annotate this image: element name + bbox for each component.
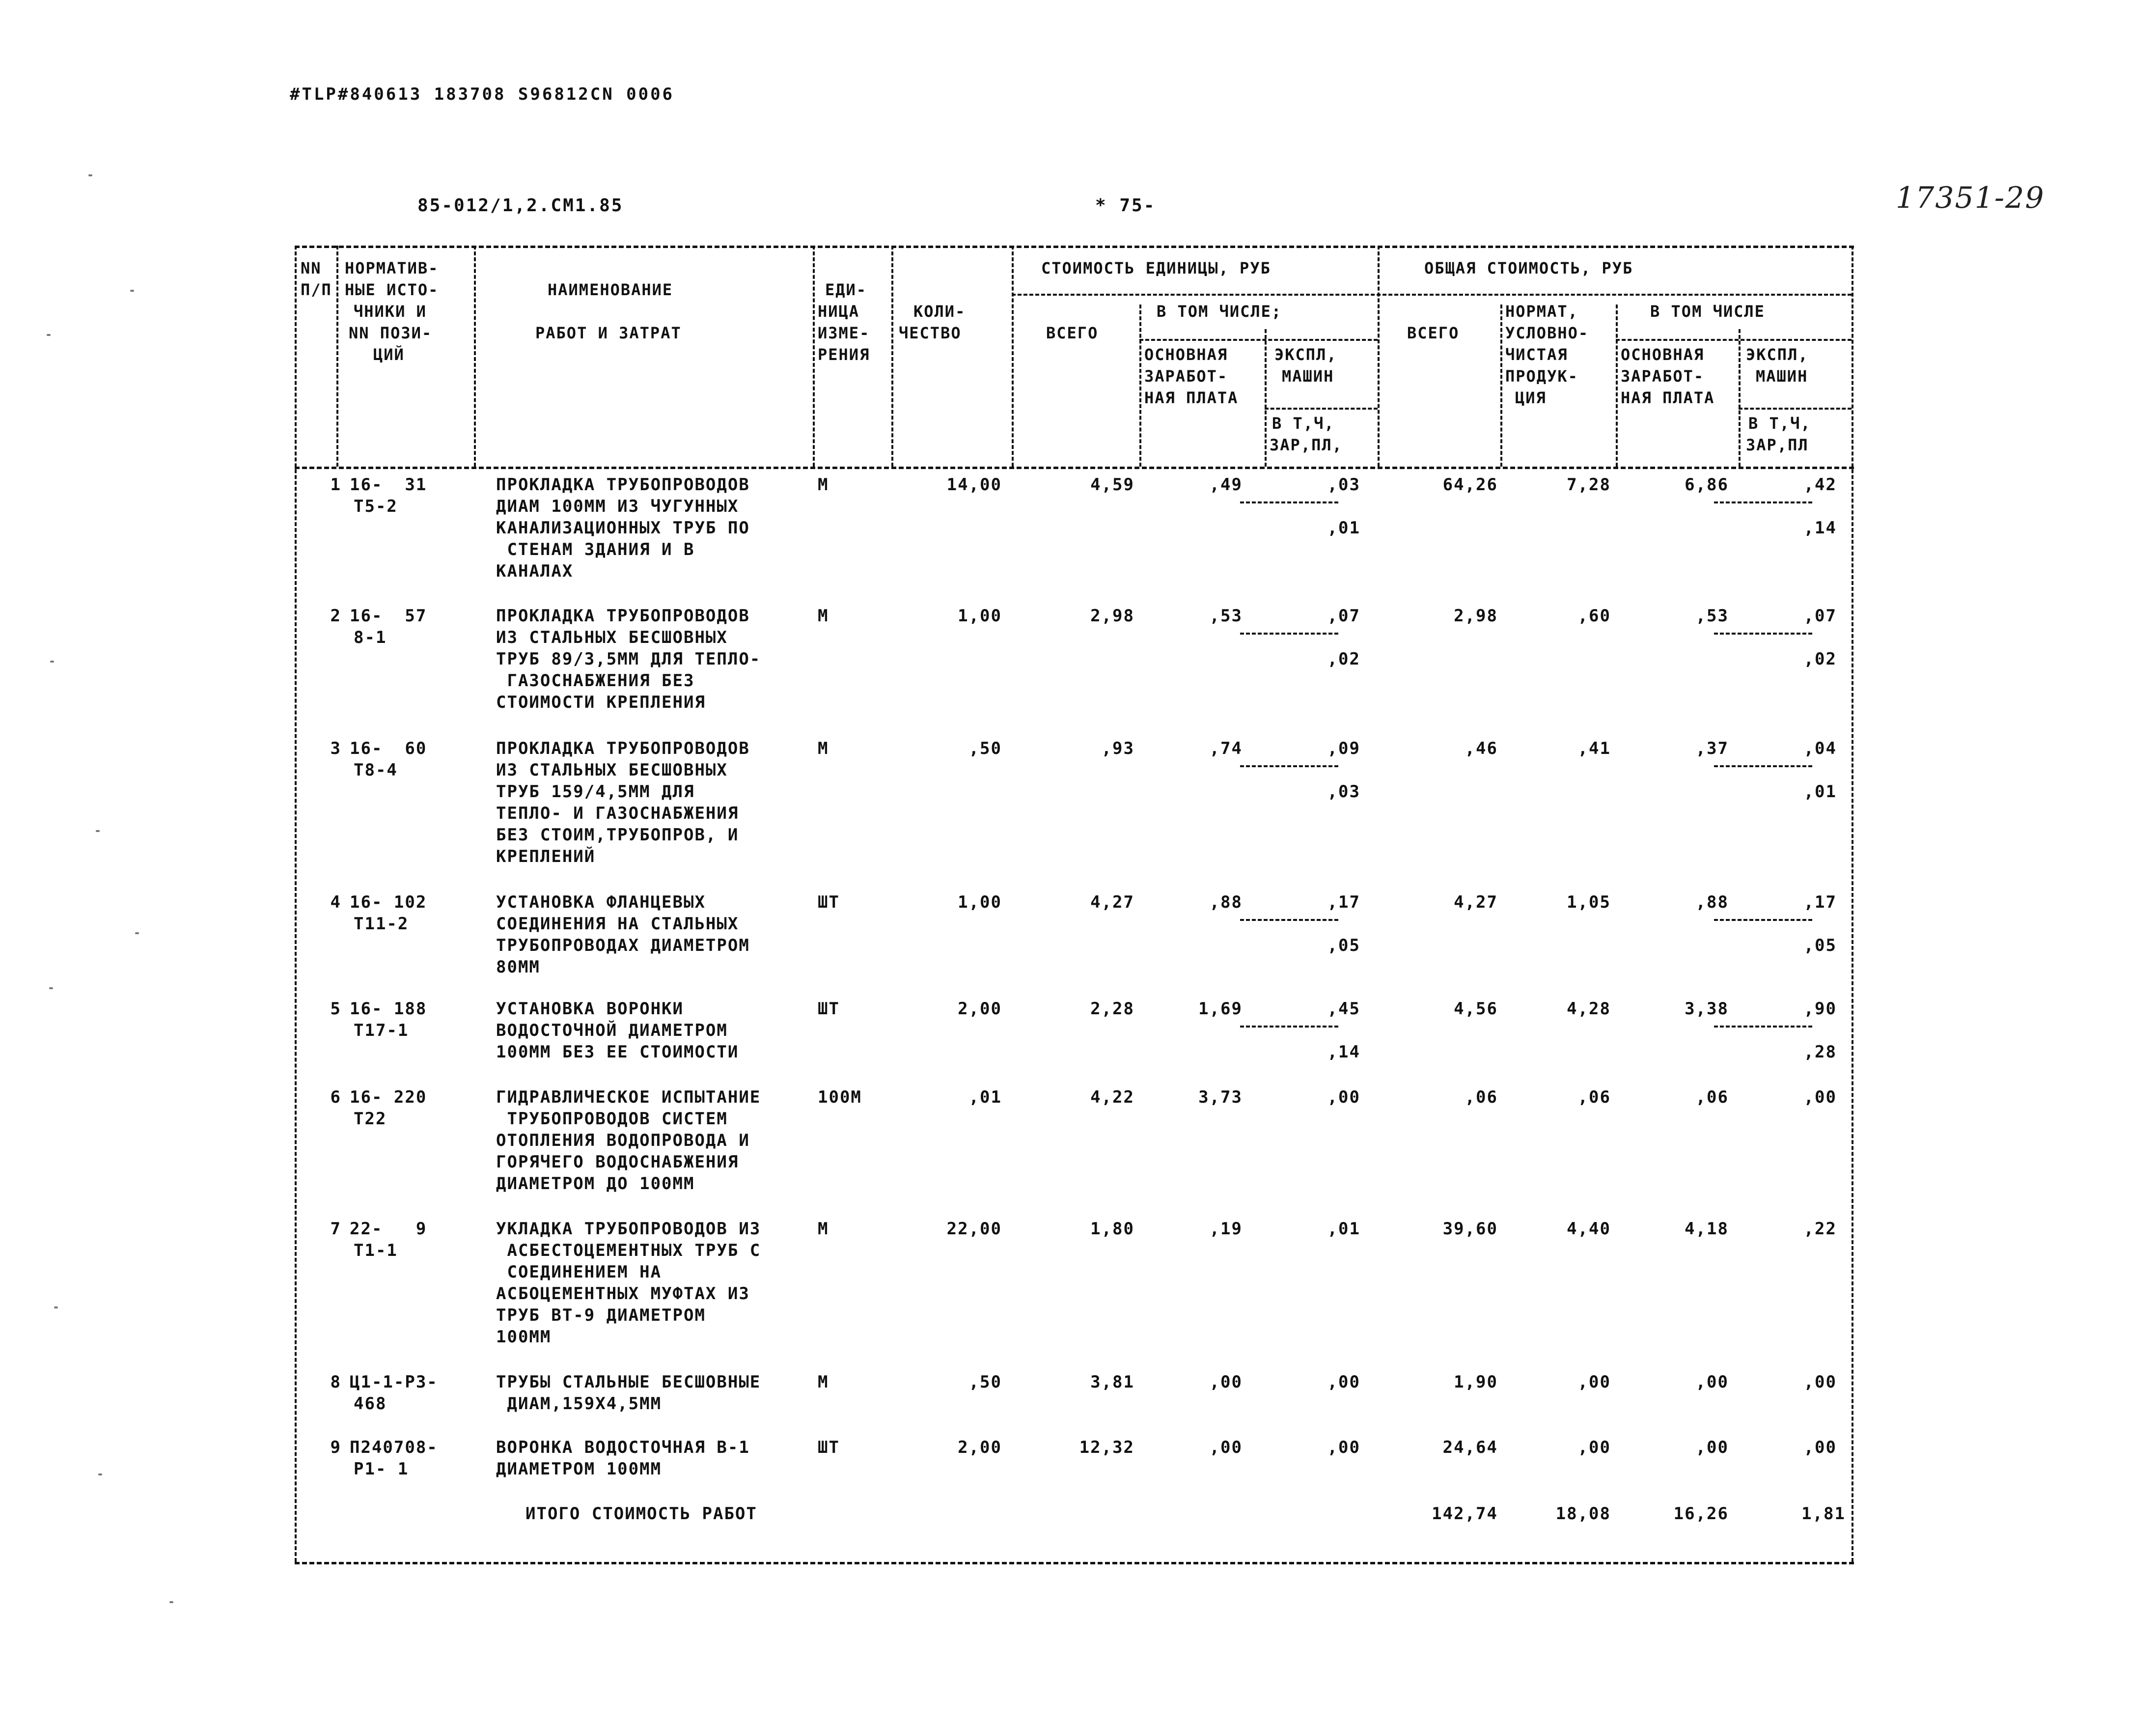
- row-total-cost: 1,90: [1454, 1372, 1498, 1392]
- header-unit-vtch-1: В Т,Ч,: [1272, 414, 1335, 433]
- row-unit-cost-machine: ,00: [1327, 1438, 1360, 1457]
- header-norm-1: НОРМАТИВ-: [345, 259, 439, 278]
- row-unit-cost-total: 3,81: [1090, 1372, 1134, 1392]
- header-normat-2: УСЛОВНО-: [1505, 324, 1589, 342]
- row-unit-cost-machine: ,01: [1327, 1219, 1360, 1239]
- row-work-name-line: ТРУБОПРОВОДАХ ДИАМЕТРОМ: [496, 936, 750, 955]
- row-work-name-line: УКЛАДКА ТРУБОПРОВОДОВ ИЗ: [496, 1219, 761, 1239]
- header-total-vtch-1: В Т,Ч,: [1748, 414, 1811, 433]
- row-norm-position: 8-1: [354, 628, 387, 647]
- row-unit: 100М: [818, 1087, 862, 1107]
- header-num-2: П/П: [301, 280, 332, 299]
- table-bottom-border: [295, 1562, 1854, 1564]
- row-norm-code: П240708-: [350, 1438, 438, 1457]
- margin-mark: [130, 290, 134, 292]
- row-norm-code: 16- 57: [350, 606, 427, 626]
- header-divider: [1012, 294, 1852, 296]
- row-total-wage: 6,86: [1685, 475, 1729, 495]
- header-divider: [1378, 246, 1380, 467]
- row-norm-position: T17-1: [354, 1021, 409, 1040]
- row-norm-code: 16- 60: [350, 739, 427, 758]
- header-unit-wage-3: НАЯ ПЛАТА: [1144, 389, 1239, 407]
- row-total-wage: ,06: [1695, 1087, 1729, 1107]
- header-norm-2: НЫЕ ИСТО-: [345, 280, 439, 299]
- row-work-name-line: ТРУБОПРОВОДОВ СИСТЕМ: [496, 1109, 728, 1129]
- row-total-machine: ,00: [1803, 1372, 1837, 1392]
- row-total-cost: 2,98: [1454, 606, 1498, 626]
- row-unit: ШТ: [818, 1438, 840, 1457]
- row-work-name-line: СОЕДИНЕНИЯ НА СТАЛЬНЫХ: [496, 914, 739, 934]
- row-unit-cost-wage: ,19: [1209, 1219, 1243, 1239]
- row-norm-position: Р1- 1: [354, 1459, 409, 1479]
- row-unit-cost-machine: ,00: [1327, 1372, 1360, 1392]
- row-norm-code: 16- 102: [350, 892, 427, 912]
- row-unit-cost-wage: 3,73: [1198, 1087, 1243, 1107]
- row-total-cost: ,46: [1465, 739, 1498, 758]
- row-total-cost: 64,26: [1442, 475, 1498, 495]
- row-unit-cost-machine: ,07: [1327, 606, 1360, 626]
- row-total-machine-wage: ,28: [1803, 1042, 1837, 1062]
- row-total-normative: 4,40: [1567, 1219, 1611, 1239]
- row-quantity: 22,00: [946, 1219, 1002, 1239]
- header-normat-5: ЦИЯ: [1515, 389, 1547, 407]
- margin-mark: [47, 334, 51, 336]
- row-number: 5: [330, 999, 341, 1019]
- subtotal-divider: [1714, 1026, 1812, 1028]
- row-work-name-line: ТРУБЫ СТАЛЬНЫЕ БЕСШОВНЫЕ: [496, 1372, 761, 1392]
- header-unit-cost-group: СТОИМОСТЬ ЕДИНИЦЫ, РУБ: [1041, 259, 1271, 278]
- row-norm-position: T5-2: [354, 497, 398, 516]
- row-norm-code: 16- 188: [350, 999, 427, 1019]
- row-total-machine: ,07: [1803, 606, 1837, 626]
- row-work-name-line: ТРУБ 159/4,5ММ ДЛЯ: [496, 782, 695, 802]
- total-wage: 16,26: [1673, 1504, 1729, 1524]
- subtotal-divider: [1714, 501, 1812, 503]
- row-unit-cost-total: ,93: [1101, 739, 1134, 758]
- row-unit-cost-total: 4,27: [1090, 892, 1134, 912]
- header-unit-wage-2: ЗАРАБОТ-: [1144, 367, 1228, 386]
- row-work-name-line: ИЗ СТАЛЬНЫХ БЕСШОВНЫХ: [496, 628, 728, 647]
- row-quantity: 14,00: [946, 475, 1002, 495]
- subtotal-divider: [1714, 633, 1812, 635]
- row-work-name-line: 100ММ: [496, 1327, 552, 1347]
- subtotal-divider: [1240, 501, 1338, 503]
- row-unit: М: [818, 475, 829, 495]
- row-total-machine: ,90: [1803, 999, 1837, 1019]
- header-divider: [1012, 246, 1014, 467]
- header-name-1: НАИМЕНОВАНИЕ: [548, 280, 673, 299]
- row-total-cost: ,06: [1465, 1087, 1498, 1107]
- row-total-normative: 7,28: [1567, 475, 1611, 495]
- header-total-mach-2: МАШИН: [1756, 367, 1808, 386]
- header-norm-3: ЧНИКИ И: [354, 302, 427, 321]
- total-label: ИТОГО СТОИМОСТЬ РАБОТ: [525, 1504, 757, 1524]
- row-work-name-line: АСБЕСТОЦЕМЕНТНЫХ ТРУБ С: [496, 1241, 761, 1260]
- subtotal-divider: [1240, 1026, 1338, 1028]
- header-divider: [1500, 305, 1502, 467]
- row-norm-position: T8-4: [354, 760, 398, 780]
- header-divider: [813, 246, 815, 467]
- row-number: 7: [330, 1219, 341, 1239]
- header-total-wage-1: ОСНОВНАЯ: [1621, 345, 1705, 364]
- row-work-name-line: СТОИМОСТИ КРЕПЛЕНИЯ: [496, 693, 706, 712]
- row-unit-machine-wage: ,14: [1327, 1042, 1360, 1062]
- row-unit-cost-wage: ,88: [1209, 892, 1243, 912]
- row-quantity: 2,00: [958, 999, 1002, 1019]
- header-unit-3: ИЗМЕ-: [818, 324, 870, 342]
- header-divider: [1616, 305, 1618, 467]
- row-work-name-line: СТЕНАМ ЗДАНИЯ И В: [496, 540, 695, 559]
- row-work-name-line: ГАЗОСНАБЖЕНИЯ БЕЗ: [496, 671, 695, 691]
- margin-mark: [98, 1473, 102, 1475]
- row-work-name-line: ПРОКЛАДКА ТРУБОПРОВОДОВ: [496, 739, 750, 758]
- row-total-cost: 4,56: [1454, 999, 1498, 1019]
- row-total-wage: ,00: [1695, 1438, 1729, 1457]
- total-mach: 1,81: [1801, 1504, 1846, 1524]
- row-total-machine: ,00: [1803, 1087, 1837, 1107]
- total-norm: 18,08: [1555, 1504, 1611, 1524]
- row-work-name-line: ГОРЯЧЕГО ВОДОСНАБЖЕНИЯ: [496, 1152, 739, 1172]
- header-divider: [1265, 408, 1378, 410]
- row-total-cost: 24,64: [1442, 1438, 1498, 1457]
- row-total-machine-wage: ,14: [1803, 518, 1837, 538]
- row-number: 4: [330, 892, 341, 912]
- header-unit-mach-2: МАШИН: [1282, 367, 1334, 386]
- margin-mark: [54, 1306, 58, 1308]
- row-unit-cost-machine: ,03: [1327, 475, 1360, 495]
- row-work-name-line: ИЗ СТАЛЬНЫХ БЕСШОВНЫХ: [496, 760, 728, 780]
- row-work-name-line: КРЕПЛЕНИЙ: [496, 847, 596, 866]
- row-total-wage: 3,38: [1685, 999, 1729, 1019]
- row-total-wage: ,53: [1695, 606, 1729, 626]
- margin-mark: [88, 174, 92, 176]
- row-work-name-line: 80ММ: [496, 957, 540, 977]
- row-norm-position: T1-1: [354, 1241, 398, 1260]
- row-norm-code: Ц1-1-Р3-: [350, 1372, 438, 1392]
- row-unit: ШТ: [818, 892, 840, 912]
- row-unit: М: [818, 1219, 829, 1239]
- table-left-border: [295, 246, 297, 1562]
- row-total-normative: 1,05: [1567, 892, 1611, 912]
- row-work-name-line: ДИАМЕТРОМ 100ММ: [496, 1459, 662, 1479]
- subtotal-divider: [1240, 633, 1338, 635]
- row-quantity: ,50: [968, 1372, 1002, 1392]
- row-total-machine-wage: ,01: [1803, 782, 1837, 802]
- row-norm-position: 468: [354, 1394, 387, 1414]
- margin-mark: [50, 661, 54, 663]
- row-norm-position: T22: [354, 1109, 387, 1129]
- row-total-machine-wage: ,02: [1803, 649, 1837, 669]
- row-quantity: 2,00: [958, 1438, 1002, 1457]
- header-total-wage-3: НАЯ ПЛАТА: [1621, 389, 1715, 407]
- row-unit: М: [818, 1372, 829, 1392]
- row-quantity: ,50: [968, 739, 1002, 758]
- page-number: * 75-: [1095, 195, 1156, 216]
- header-total-total: ВСЕГО: [1407, 324, 1460, 342]
- row-unit-cost-wage: ,49: [1209, 475, 1243, 495]
- row-total-machine: ,00: [1803, 1438, 1837, 1457]
- row-unit-machine-wage: ,05: [1327, 936, 1360, 955]
- header-divider: [474, 246, 476, 467]
- row-total-wage: 4,18: [1685, 1219, 1729, 1239]
- margin-mark: [135, 932, 139, 934]
- header-unit-1: ЕДИ-: [825, 280, 867, 299]
- header-qty-1: КОЛИ-: [913, 302, 966, 321]
- header-normat-4: ПРОДУК-: [1505, 367, 1578, 386]
- row-total-cost: 4,27: [1454, 892, 1498, 912]
- row-total-wage: ,00: [1695, 1372, 1729, 1392]
- row-unit-cost-total: 4,22: [1090, 1087, 1134, 1107]
- header-bottom-border: [295, 467, 1854, 469]
- row-norm-code: 16- 31: [350, 475, 427, 495]
- row-work-name-line: ВОРОНКА ВОДОСТОЧНАЯ В-1: [496, 1438, 750, 1457]
- row-unit-cost-wage: ,53: [1209, 606, 1243, 626]
- row-quantity: ,01: [968, 1087, 1002, 1107]
- row-unit: М: [818, 606, 829, 626]
- row-total-machine: ,04: [1803, 739, 1837, 758]
- row-total-cost: 39,60: [1442, 1219, 1498, 1239]
- row-total-normative: ,00: [1577, 1372, 1611, 1392]
- row-number: 1: [330, 475, 341, 495]
- row-quantity: 1,00: [958, 606, 1002, 626]
- header-divider: [891, 246, 893, 467]
- row-unit-cost-wage: 1,69: [1198, 999, 1243, 1019]
- handwritten-number: 17351-29: [1896, 181, 2045, 215]
- row-total-normative: ,00: [1577, 1438, 1611, 1457]
- header-divider: [336, 246, 338, 467]
- row-unit-machine-wage: ,01: [1327, 518, 1360, 538]
- header-divider: [1739, 329, 1741, 467]
- row-total-normative: ,60: [1577, 606, 1611, 626]
- margin-mark: [169, 1601, 173, 1603]
- row-norm-position: T11-2: [354, 914, 409, 934]
- row-unit-cost-wage: ,74: [1209, 739, 1243, 758]
- row-work-name-line: ДИАМ,159Х4,5ММ: [496, 1394, 662, 1414]
- header-divider: [1139, 305, 1141, 467]
- table-top-border: [295, 246, 1854, 248]
- subtotal-divider: [1240, 765, 1338, 767]
- row-work-name-line: ПРОКЛАДКА ТРУБОПРОВОДОВ: [496, 475, 750, 495]
- header-normat-1: НОРМАТ,: [1505, 302, 1578, 321]
- header-norm-5: ЦИЙ: [373, 345, 405, 364]
- row-total-wage: ,88: [1695, 892, 1729, 912]
- row-work-name-line: ДИАМ 100ММ ИЗ ЧУГУННЫХ: [496, 497, 739, 516]
- header-divider: [1139, 339, 1378, 341]
- header-total-incl: В ТОМ ЧИСЛЕ: [1650, 302, 1765, 321]
- row-unit-machine-wage: ,03: [1327, 782, 1360, 802]
- header-unit-4: РЕНИЯ: [818, 345, 870, 364]
- row-number: 2: [330, 606, 341, 626]
- header-total-vtch-2: ЗАР,ПЛ: [1746, 436, 1809, 454]
- row-unit-machine-wage: ,02: [1327, 649, 1360, 669]
- row-total-wage: ,37: [1695, 739, 1729, 758]
- row-unit-cost-wage: ,00: [1209, 1438, 1243, 1457]
- row-total-machine: ,22: [1803, 1219, 1837, 1239]
- row-work-name-line: ГИДРАВЛИЧЕСКОЕ ИСПЫТАНИЕ: [496, 1087, 761, 1107]
- header-unit-vtch-2: ЗАР,ПЛ,: [1270, 436, 1343, 454]
- row-unit: ШТ: [818, 999, 840, 1019]
- header-normat-3: ЧИСТАЯ: [1505, 345, 1568, 364]
- row-work-name-line: ВОДОСТОЧНОЙ ДИАМЕТРОМ: [496, 1021, 728, 1040]
- header-unit-total: ВСЕГО: [1046, 324, 1099, 342]
- subtotal-divider: [1240, 919, 1338, 921]
- row-work-name-line: БЕЗ СТОИМ,ТРУБОПРОВ, И: [496, 825, 739, 845]
- row-total-machine: ,17: [1803, 892, 1837, 912]
- row-total-machine-wage: ,05: [1803, 936, 1837, 955]
- row-unit-cost-machine: ,00: [1327, 1087, 1360, 1107]
- header-unit-2: НИЦА: [818, 302, 860, 321]
- row-work-name-line: ПРОКЛАДКА ТРУБОПРОВОДОВ: [496, 606, 750, 626]
- header-unit-mach-1: ЭКСПЛ,: [1274, 345, 1337, 364]
- header-norm-4: NN ПОЗИ-: [349, 324, 433, 342]
- header-total-wage-2: ЗАРАБОТ-: [1621, 367, 1705, 386]
- header-total-cost-group: ОБЩАЯ СТОИМОСТЬ, РУБ: [1424, 259, 1633, 278]
- subtotal-divider: [1714, 765, 1812, 767]
- header-divider: [1739, 408, 1852, 410]
- row-work-name-line: ДИАМЕТРОМ ДО 100ММ: [496, 1174, 695, 1194]
- header-total-mach-1: ЭКСПЛ,: [1746, 345, 1809, 364]
- row-work-name-line: УСТАНОВКА ФЛАНЦЕВЫХ: [496, 892, 706, 912]
- row-work-name-line: ТРУБ ВТ-9 ДИАМЕТРОМ: [496, 1306, 706, 1325]
- row-work-name-line: ОТОПЛЕНИЯ ВОДОПРОВОДА И: [496, 1131, 750, 1150]
- row-work-name-line: КАНАЛАХ: [496, 561, 574, 581]
- row-unit-cost-total: 12,32: [1079, 1438, 1134, 1457]
- margin-mark: [96, 830, 100, 832]
- document-code: #TLP#840613 183708 S96812CN 0006: [290, 84, 675, 104]
- row-norm-code: 16- 220: [350, 1087, 427, 1107]
- row-unit-cost-total: 1,80: [1090, 1219, 1134, 1239]
- row-work-name-line: ТЕПЛО- И ГАЗОСНАБЖЕНИЯ: [496, 804, 739, 823]
- row-number: 8: [330, 1372, 341, 1392]
- row-unit-cost-machine: ,17: [1327, 892, 1360, 912]
- row-number: 9: [330, 1438, 341, 1457]
- subtotal-divider: [1714, 919, 1812, 921]
- header-name-2: РАБОТ И ЗАТРАТ: [535, 324, 682, 342]
- row-total-normative: 4,28: [1567, 999, 1611, 1019]
- header-divider: [1265, 329, 1267, 467]
- row-work-name-line: КАНАЛИЗАЦИОННЫХ ТРУБ ПО: [496, 518, 750, 538]
- row-norm-code: 22- 9: [350, 1219, 427, 1239]
- header-num-1: NN: [301, 259, 322, 278]
- row-work-name-line: СОЕДИНЕНИЕМ НА: [496, 1262, 662, 1282]
- row-work-name-line: 100ММ БЕЗ ЕЕ СТОИМОСТИ: [496, 1042, 739, 1062]
- header-unit-wage-1: ОСНОВНАЯ: [1144, 345, 1228, 364]
- row-unit: М: [818, 739, 829, 758]
- row-quantity: 1,00: [958, 892, 1002, 912]
- row-unit-cost-machine: ,09: [1327, 739, 1360, 758]
- row-work-name-line: ТРУБ 89/3,5ММ ДЛЯ ТЕПЛО-: [496, 649, 761, 669]
- row-total-normative: ,41: [1577, 739, 1611, 758]
- row-number: 6: [330, 1087, 341, 1107]
- row-work-name-line: УСТАНОВКА ВОРОНКИ: [496, 999, 684, 1019]
- row-work-name-line: АСБОЦЕМЕНТНЫХ МУФТАХ ИЗ: [496, 1284, 750, 1304]
- document-reference: 85-012/1,2.CM1.85: [417, 195, 624, 216]
- margin-mark: [49, 987, 53, 989]
- total-sum: 142,74: [1432, 1504, 1498, 1524]
- row-unit-cost-wage: ,00: [1209, 1372, 1243, 1392]
- header-divider: [1616, 339, 1852, 341]
- row-unit-cost-total: 2,98: [1090, 606, 1134, 626]
- row-number: 3: [330, 739, 341, 758]
- header-qty-2: ЧЕСТВО: [899, 324, 962, 342]
- row-total-machine: ,42: [1803, 475, 1837, 495]
- row-unit-cost-total: 4,59: [1090, 475, 1134, 495]
- row-total-normative: ,06: [1577, 1087, 1611, 1107]
- row-unit-cost-total: 2,28: [1090, 999, 1134, 1019]
- header-unit-incl: В ТОМ ЧИСЛЕ;: [1157, 302, 1282, 321]
- table-right-border: [1852, 246, 1853, 1562]
- row-unit-cost-machine: ,45: [1327, 999, 1360, 1019]
